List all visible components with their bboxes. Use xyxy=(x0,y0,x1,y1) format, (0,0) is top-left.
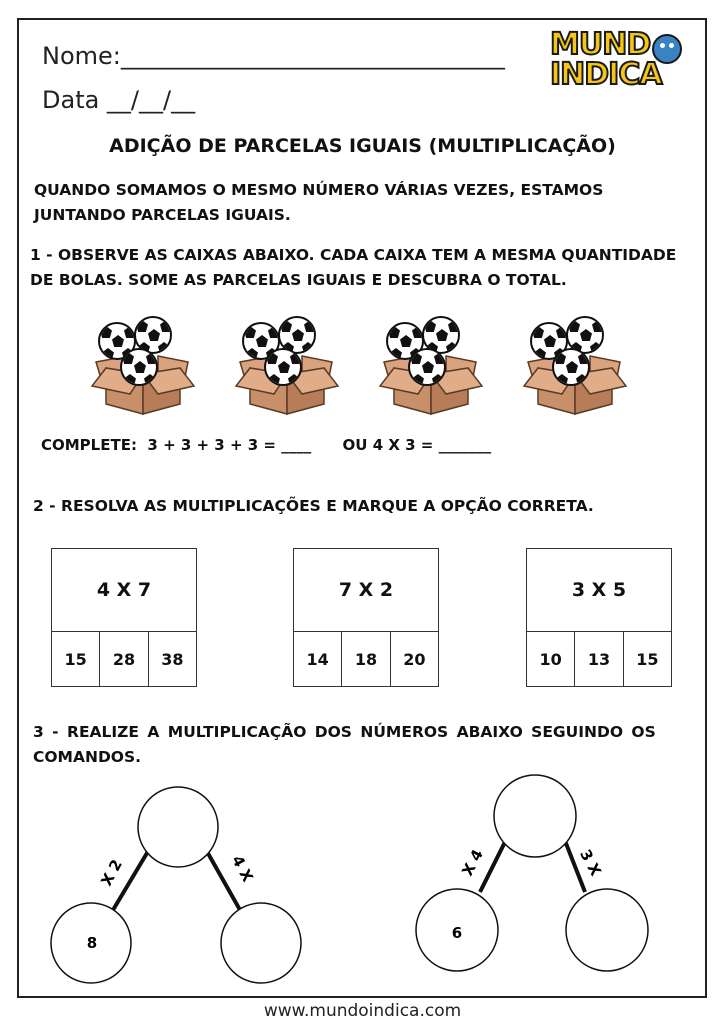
ball-patch xyxy=(544,335,556,347)
ball-patch xyxy=(134,361,146,373)
q3-line-1: 3 - REALIZE A MULTIPLICAÇÃO DOS NÚMEROS ABAIXO SEGUINDO OS xyxy=(33,723,656,741)
ball-patch xyxy=(436,329,448,341)
logo-text-1: MUND xyxy=(550,27,651,62)
left-operation-label: X 2 xyxy=(97,856,126,889)
left-operation-label: X 4 xyxy=(458,846,487,879)
answer-options xyxy=(527,632,671,686)
mult-expression: 3 X 5 xyxy=(527,549,671,632)
q1-complete-line[interactable]: COMPLETE: 3 + 3 + 3 + 3 = ____ OU 4 X 3 = _______ xyxy=(41,436,492,454)
question-1-text xyxy=(30,243,676,293)
ball-patch xyxy=(554,352,566,364)
ball-patch xyxy=(566,361,578,373)
answer-option[interactable]: 18 xyxy=(342,632,390,686)
leaf-number: 8 xyxy=(86,934,98,952)
ball-patch xyxy=(280,320,292,332)
ball-patch xyxy=(532,326,544,338)
multiplication-trees xyxy=(0,770,725,995)
box-with-balls xyxy=(376,316,486,416)
answer-option[interactable]: 15 xyxy=(636,649,659,669)
ball-patch xyxy=(580,329,592,341)
answer-option[interactable]: 15 xyxy=(52,632,100,686)
soccer-ball-icon xyxy=(264,348,302,386)
ball-patch xyxy=(278,361,290,373)
mult-expression: 4 X 7 xyxy=(52,549,196,632)
ball-patch xyxy=(148,329,160,341)
soccer-ball-icon xyxy=(408,348,446,386)
ball-patch xyxy=(422,361,434,373)
mundo-indica-logo xyxy=(548,28,698,92)
tree-1 xyxy=(51,787,301,983)
logo-text-2: INDICA xyxy=(550,57,662,92)
leaf-number: 6 xyxy=(451,924,463,942)
answer-option[interactable]: 14 xyxy=(294,632,342,686)
ball-patch xyxy=(388,326,400,338)
q3-line-2: COMANDOS. xyxy=(33,748,142,766)
ball-patch xyxy=(136,320,148,332)
answer-circle-top[interactable] xyxy=(494,775,576,857)
ball-patch xyxy=(292,329,304,341)
question-3-text xyxy=(33,720,673,770)
q1-line-1: 1 - OBSERVE AS CAIXAS ABAIXO. CADA CAIXA TEM A MESMA QUANTIDADE xyxy=(30,246,677,264)
q1-line-2: DE BOLAS. SOME AS PARCELAS IGUAIS E DESCUBRA O TOTAL. xyxy=(30,271,567,289)
intro-text xyxy=(34,178,603,228)
soccer-ball-icon xyxy=(552,348,590,386)
ball-patch xyxy=(266,352,278,364)
answer-option[interactable]: 13 xyxy=(575,632,623,686)
answer-options xyxy=(52,632,196,686)
ball-patch xyxy=(122,352,134,364)
worksheet-title: ADIÇÃO DE PARCELAS IGUAIS (MULTIPLICAÇÃO) xyxy=(109,135,616,157)
box-with-balls xyxy=(232,316,342,416)
right-operation-label: 4 X xyxy=(228,852,257,885)
answer-option[interactable]: 28 xyxy=(100,632,148,686)
ball-patch xyxy=(256,335,268,347)
ball-patch xyxy=(244,326,256,338)
right-operation-label: 3 X xyxy=(576,846,605,879)
box-with-balls xyxy=(88,316,198,416)
answer-option[interactable]: 10 xyxy=(527,632,575,686)
answer-circle-right[interactable] xyxy=(221,903,301,983)
mult-card-3 xyxy=(526,548,672,687)
ball-patch xyxy=(410,352,422,364)
ball-patch xyxy=(112,335,124,347)
ball-patch xyxy=(568,320,580,332)
mult-card-2 xyxy=(293,548,439,687)
footer-url[interactable]: www.mundoindica.com xyxy=(263,1001,462,1021)
box-with-balls xyxy=(520,316,630,416)
ball-patch xyxy=(100,326,112,338)
tree-2 xyxy=(416,775,648,971)
answer-option[interactable]: 20 xyxy=(403,649,426,669)
intro-line-1: QUANDO SOMAMOS O MESMO NÚMERO VÁRIAS VEZES, ESTAMOS xyxy=(34,181,604,199)
question-2-text: 2 - RESOLVA AS MULTIPLICAÇÕES E MARQUE A OPÇÃO CORRETA. xyxy=(33,497,594,515)
answer-options xyxy=(294,632,438,686)
ball-patch xyxy=(400,335,412,347)
intro-line-2: JUNTANDO PARCELAS IGUAIS. xyxy=(34,206,291,224)
name-field[interactable]: Nome:________________________________ xyxy=(42,42,505,70)
soccer-ball-icon xyxy=(120,348,158,386)
tree-branch xyxy=(113,848,150,910)
date-field[interactable]: Data __/__/__ xyxy=(42,86,196,114)
mult-card-1 xyxy=(51,548,197,687)
answer-circle-right[interactable] xyxy=(566,889,648,971)
answer-circle-top[interactable] xyxy=(138,787,218,867)
ball-patch xyxy=(424,320,436,332)
answer-option[interactable]: 38 xyxy=(161,649,184,669)
mult-expression: 7 X 2 xyxy=(294,549,438,632)
